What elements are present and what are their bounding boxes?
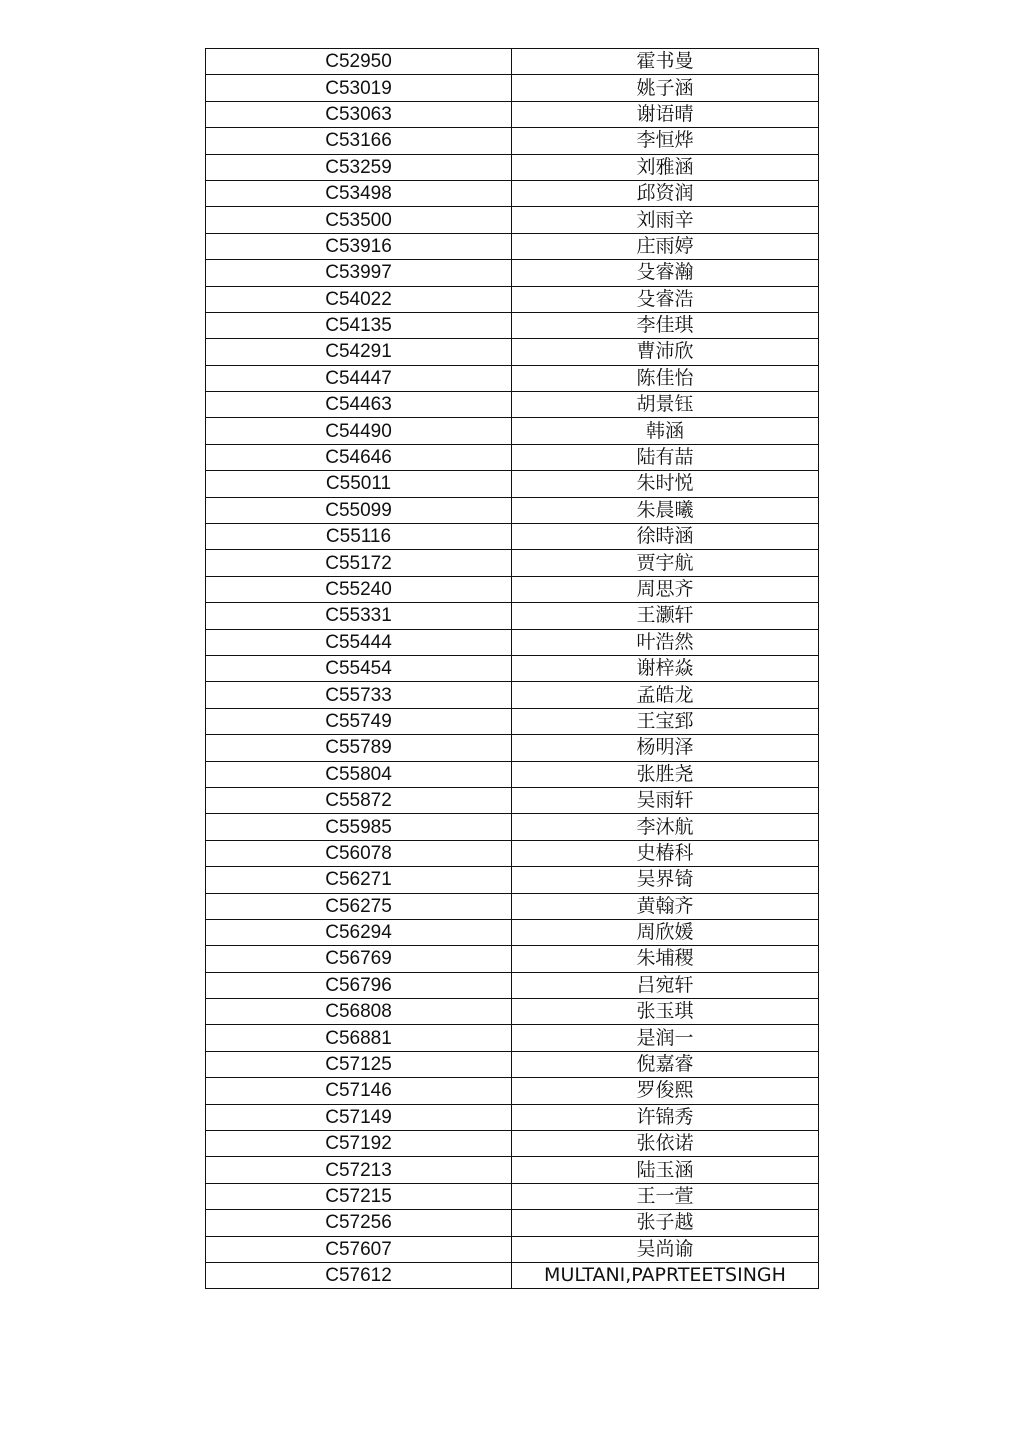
table-row: [206, 1078, 819, 1104]
student-id-cell: C57612: [206, 1262, 512, 1288]
student-id-cell: C55331: [206, 603, 512, 629]
student-name-cell: 罗俊熙: [512, 1078, 819, 1104]
student-id-cell: C54291: [206, 339, 512, 365]
student-id-cell: C55011: [206, 471, 512, 497]
table-row: [206, 180, 819, 206]
student-name-cell: 曹沛欣: [512, 339, 819, 365]
student-id-cell: C55789: [206, 735, 512, 761]
student-id-cell: C57125: [206, 1051, 512, 1077]
student-id-cell: C53063: [206, 101, 512, 127]
table-row: [206, 1262, 819, 1288]
student-id-cell: C57192: [206, 1131, 512, 1157]
student-name-cell: 王灏轩: [512, 603, 819, 629]
student-id-cell: C54463: [206, 392, 512, 418]
student-id-cell: C56881: [206, 1025, 512, 1051]
table-row: [206, 814, 819, 840]
student-id-cell: C55872: [206, 787, 512, 813]
student-id-cell: C54490: [206, 418, 512, 444]
table-row: [206, 1104, 819, 1130]
table-row: [206, 101, 819, 127]
student-id-cell: C53997: [206, 260, 512, 286]
student-id-cell: C56796: [206, 972, 512, 998]
student-name-cell: 吕宛轩: [512, 972, 819, 998]
student-id-cell: C57149: [206, 1104, 512, 1130]
student-id-cell: C53259: [206, 154, 512, 180]
table-row: [206, 682, 819, 708]
student-name-cell: 张依诺: [512, 1131, 819, 1157]
student-id-cell: C54646: [206, 444, 512, 470]
student-name-cell: 姚子涵: [512, 75, 819, 101]
student-name-cell: 朱埔稷: [512, 946, 819, 972]
student-id-cell: C53500: [206, 207, 512, 233]
student-name-cell: 史椿科: [512, 840, 819, 866]
student-name-cell: 陆有喆: [512, 444, 819, 470]
table-row: [206, 972, 819, 998]
table-row: [206, 708, 819, 734]
student-name-cell: 黄翰齐: [512, 893, 819, 919]
table-row: [206, 576, 819, 602]
table-row: [206, 444, 819, 470]
student-roster-table: [205, 48, 819, 1289]
student-name-cell: 王宝郅: [512, 708, 819, 734]
student-id-cell: C53166: [206, 128, 512, 154]
student-name-cell: 谢语晴: [512, 101, 819, 127]
student-name-cell: 许锦秀: [512, 1104, 819, 1130]
student-name-cell: 周欣媛: [512, 919, 819, 945]
student-name-cell: 陈佳怡: [512, 365, 819, 391]
table-row: [206, 260, 819, 286]
student-name-cell: 刘雨辛: [512, 207, 819, 233]
table-row: [206, 497, 819, 523]
student-id-cell: C57256: [206, 1210, 512, 1236]
student-id-cell: C56769: [206, 946, 512, 972]
table-row: [206, 840, 819, 866]
student-id-cell: C56294: [206, 919, 512, 945]
student-name-cell: 王一萱: [512, 1183, 819, 1209]
student-name-cell: 是润一: [512, 1025, 819, 1051]
student-name-cell: 张玉琪: [512, 999, 819, 1025]
student-id-cell: C55733: [206, 682, 512, 708]
table-row: [206, 1131, 819, 1157]
student-id-cell: C55240: [206, 576, 512, 602]
student-name-cell: 殳睿瀚: [512, 260, 819, 286]
table-row: [206, 471, 819, 497]
table-row: [206, 1236, 819, 1262]
student-name-cell: 贾宇航: [512, 550, 819, 576]
table-row: [206, 1157, 819, 1183]
student-id-cell: C56271: [206, 867, 512, 893]
table-row: [206, 365, 819, 391]
table-row: [206, 339, 819, 365]
table-row: [206, 312, 819, 338]
table-row: [206, 392, 819, 418]
student-name-cell: 朱晨曦: [512, 497, 819, 523]
roster-table-body: [206, 49, 819, 1289]
table-row: [206, 761, 819, 787]
student-id-cell: C57146: [206, 1078, 512, 1104]
student-name-cell: 李沐航: [512, 814, 819, 840]
student-name-cell: 叶浩然: [512, 629, 819, 655]
student-id-cell: C55804: [206, 761, 512, 787]
table-row: [206, 787, 819, 813]
table-row: [206, 49, 819, 75]
student-name-cell: MULTANI,PAPRTEETSINGH: [512, 1262, 819, 1288]
student-name-cell: 邱资润: [512, 180, 819, 206]
table-row: [206, 1051, 819, 1077]
student-name-cell: 张胜尧: [512, 761, 819, 787]
table-row: [206, 629, 819, 655]
table-row: [206, 919, 819, 945]
student-id-cell: C55749: [206, 708, 512, 734]
student-id-cell: C57213: [206, 1157, 512, 1183]
table-row: [206, 893, 819, 919]
student-id-cell: C55172: [206, 550, 512, 576]
student-id-cell: C55985: [206, 814, 512, 840]
student-name-cell: 周思齐: [512, 576, 819, 602]
student-name-cell: 谢梓焱: [512, 655, 819, 681]
student-id-cell: C54022: [206, 286, 512, 312]
student-name-cell: 吴界锜: [512, 867, 819, 893]
table-row: [206, 735, 819, 761]
table-row: [206, 128, 819, 154]
student-id-cell: C52950: [206, 49, 512, 75]
student-name-cell: 殳睿浩: [512, 286, 819, 312]
table-row: [206, 207, 819, 233]
table-row: [206, 1183, 819, 1209]
student-name-cell: 倪嘉睿: [512, 1051, 819, 1077]
table-row: [206, 1025, 819, 1051]
student-name-cell: 杨明泽: [512, 735, 819, 761]
student-name-cell: 胡景钰: [512, 392, 819, 418]
student-id-cell: C53019: [206, 75, 512, 101]
student-name-cell: 韩涵: [512, 418, 819, 444]
student-name-cell: 李佳琪: [512, 312, 819, 338]
table-row: [206, 154, 819, 180]
student-id-cell: C56078: [206, 840, 512, 866]
table-row: [206, 233, 819, 259]
student-id-cell: C53916: [206, 233, 512, 259]
table-row: [206, 655, 819, 681]
table-row: [206, 524, 819, 550]
student-name-cell: 吴尚谕: [512, 1236, 819, 1262]
student-name-cell: 朱时悦: [512, 471, 819, 497]
student-id-cell: C54135: [206, 312, 512, 338]
student-name-cell: 刘雅涵: [512, 154, 819, 180]
table-row: [206, 867, 819, 893]
student-id-cell: C55444: [206, 629, 512, 655]
table-row: [206, 75, 819, 101]
student-name-cell: 庄雨婷: [512, 233, 819, 259]
student-name-cell: 张子越: [512, 1210, 819, 1236]
student-name-cell: 吴雨轩: [512, 787, 819, 813]
table-row: [206, 603, 819, 629]
table-row: [206, 286, 819, 312]
table-row: [206, 999, 819, 1025]
table-row: [206, 550, 819, 576]
student-id-cell: C55454: [206, 655, 512, 681]
student-id-cell: C54447: [206, 365, 512, 391]
student-name-cell: 孟皓龙: [512, 682, 819, 708]
student-name-cell: 霍书曼: [512, 49, 819, 75]
table-row: [206, 1210, 819, 1236]
table-row: [206, 418, 819, 444]
table-row: [206, 946, 819, 972]
student-id-cell: C56808: [206, 999, 512, 1025]
student-id-cell: C55099: [206, 497, 512, 523]
student-name-cell: 李恒烨: [512, 128, 819, 154]
student-id-cell: C56275: [206, 893, 512, 919]
student-name-cell: 徐時涵: [512, 524, 819, 550]
student-name-cell: 陆玉涵: [512, 1157, 819, 1183]
student-id-cell: C57607: [206, 1236, 512, 1262]
student-id-cell: C55116: [206, 524, 512, 550]
student-id-cell: C53498: [206, 180, 512, 206]
student-id-cell: C57215: [206, 1183, 512, 1209]
